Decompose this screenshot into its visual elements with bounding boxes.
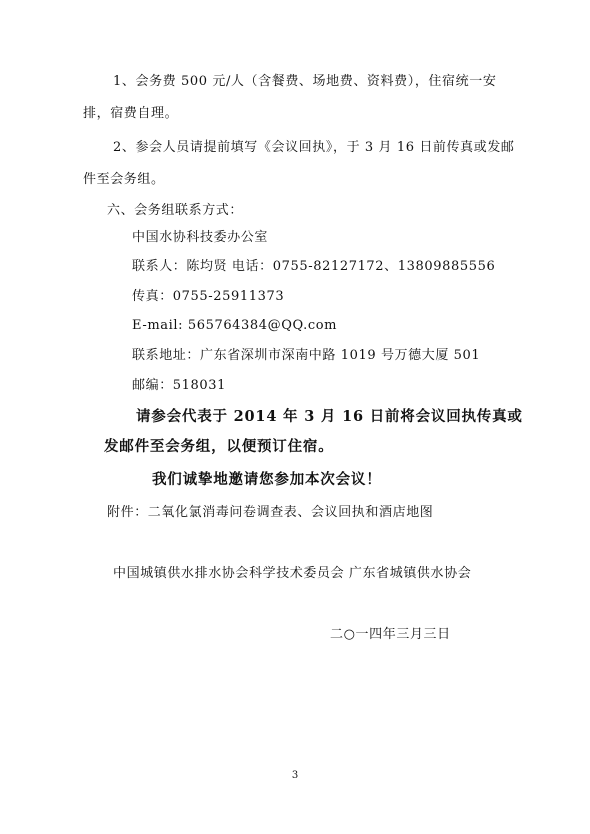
office-name: 中国水协科技委办公室 <box>132 230 269 245</box>
postcode: 邮编：518031 <box>132 378 227 393</box>
fax-number: 传真：0755-25911373 <box>132 289 285 304</box>
document-date: 二○一四年三月三日 <box>330 627 451 642</box>
fee-item-line-1: 1、会务费 500 元/人（含餐费、场地费、资料费），住宿统一安 <box>113 74 497 89</box>
contact-person-phone: 联系人：陈均贤 电话：0755-82127172、13809885556 <box>132 259 496 274</box>
signing-organizations: 中国城镇供水排水协会科学技术委员会 广东省城镇供水协会 <box>113 566 472 581</box>
invitation-line: 我们诚挚地邀请您参加本次会议！ <box>152 471 382 488</box>
receipt-item-line-2: 件至会务组。 <box>83 172 165 187</box>
notice-line-2: 发邮件至会务组，以便预订住宿。 <box>104 438 334 455</box>
email-address: E-mail: 565764384@QQ.com <box>132 318 338 333</box>
postal-address: 联系地址：广东省深圳市深南中路 1019 号万德大厦 501 <box>132 348 481 363</box>
attachments-line: 附件：二氧化氯消毒问卷调查表、会议回执和酒店地图 <box>107 505 434 520</box>
receipt-item-line-1: 2、参会人员请提前填写《会议回执》，于 3 月 16 日前传真或发邮 <box>113 140 515 155</box>
notice-line-1: 请参会代表于 2014 年 3 月 16 日前将会议回执传真或 <box>136 408 523 425</box>
page-number: 3 <box>291 770 299 781</box>
fee-item-line-2: 排，宿费自理。 <box>83 106 179 121</box>
contact-section-heading: 六、会务组联系方式： <box>107 203 244 218</box>
